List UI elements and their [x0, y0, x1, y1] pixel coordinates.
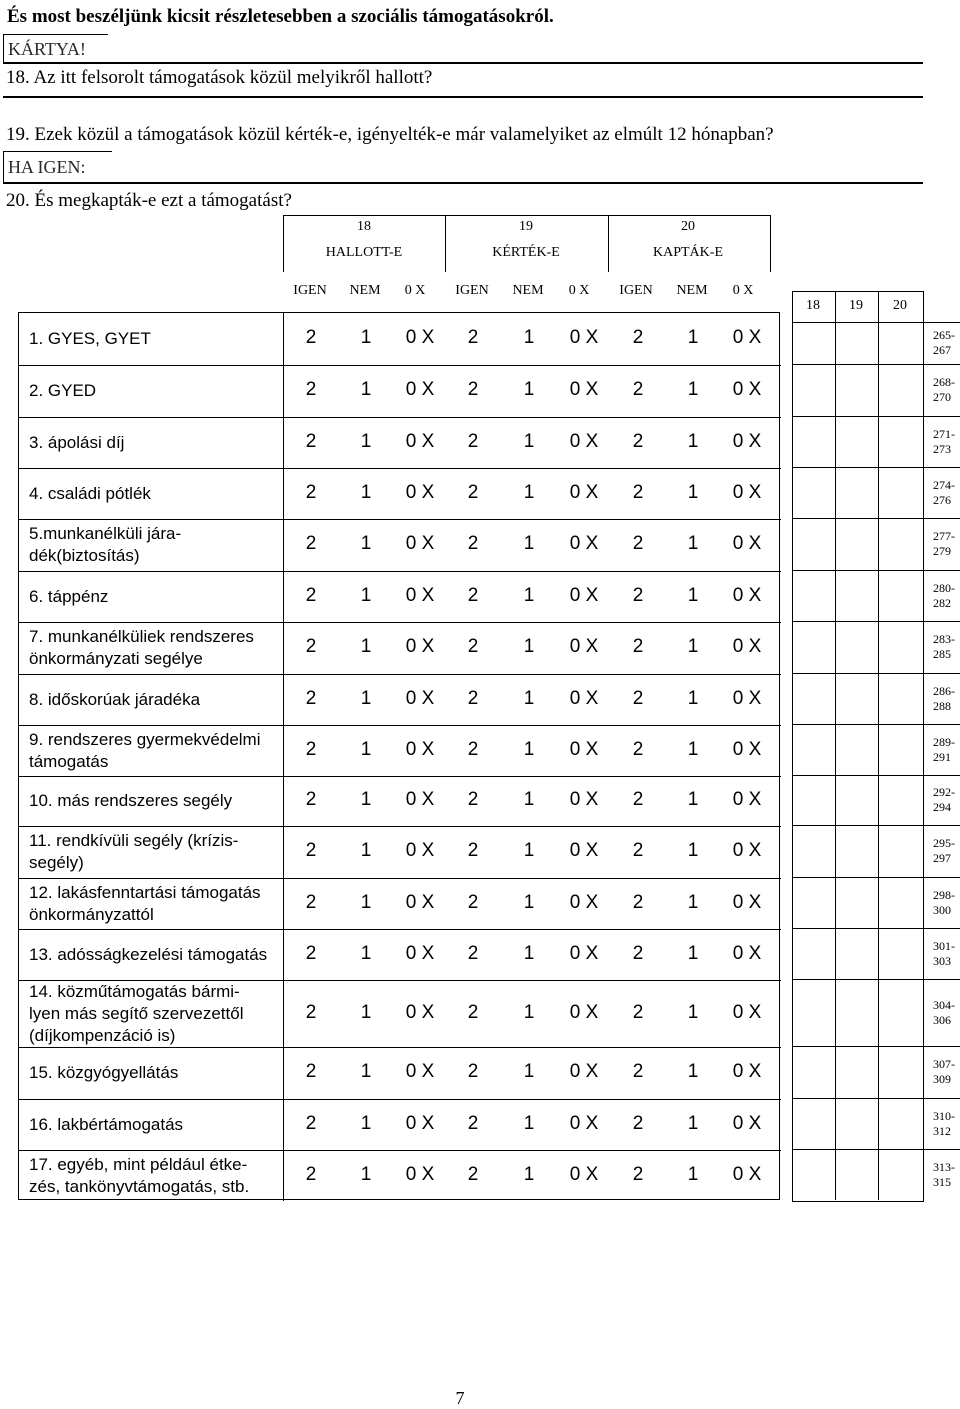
answer-subheader: IGEN: [619, 283, 653, 298]
answer-code[interactable]: 2: [467, 636, 479, 657]
answer-subheader: NEM: [676, 283, 708, 298]
coding-answer-cell[interactable]: [793, 674, 835, 724]
answer-code[interactable]: 1: [687, 1163, 699, 1185]
answer-code[interactable]: 2: [632, 789, 644, 810]
answer-code[interactable]: 0 X: [405, 584, 435, 606]
row-label: 11. rendkívüli segély (krízis- segély): [29, 831, 239, 872]
coding-answer-cell[interactable]: [879, 776, 922, 825]
answer-code[interactable]: 1: [687, 584, 699, 606]
coding-answer-cell[interactable]: [836, 365, 878, 416]
row-divider: [19, 776, 781, 777]
row-label: 5.munkanélküli jára- dék(biztosítás): [29, 524, 182, 565]
row-divider: [19, 622, 781, 623]
coding-answer-cell[interactable]: [836, 776, 878, 825]
answer-code[interactable]: 1: [687, 379, 699, 400]
variable-code: 301- 303: [933, 938, 955, 968]
intro-text: És most beszéljünk kicsit részletesebben a szociális támogatásokról.: [7, 6, 554, 27]
answer-code[interactable]: 1: [687, 430, 699, 452]
answer-code[interactable]: 0 X: [405, 1001, 435, 1023]
answer-code[interactable]: 1: [523, 1163, 535, 1185]
coding-answer-cell[interactable]: [836, 1047, 878, 1098]
answer-code[interactable]: 2: [305, 379, 317, 400]
answer-code[interactable]: 1: [687, 636, 699, 657]
answer-code[interactable]: 2: [467, 1112, 479, 1134]
coding-answer-cell[interactable]: [879, 468, 922, 518]
variable-code: 304- 306: [933, 997, 955, 1027]
ha-igen-label: HA IGEN:: [8, 157, 86, 177]
row-divider: [19, 417, 781, 418]
answer-code[interactable]: 0 X: [732, 327, 762, 348]
answer-code[interactable]: 2: [632, 1061, 644, 1082]
answer-code[interactable]: 2: [632, 891, 644, 913]
coding-answer-cell[interactable]: [836, 468, 878, 518]
answer-code[interactable]: 0 X: [405, 481, 435, 503]
answer-code[interactable]: 0 X: [732, 738, 762, 760]
coding-answer-cell[interactable]: [836, 1150, 878, 1200]
coding-answer-cell[interactable]: [879, 1150, 922, 1200]
coding-answer-cell[interactable]: [836, 571, 878, 621]
answer-code[interactable]: 0 X: [405, 840, 435, 861]
coding-answer-cell[interactable]: [879, 323, 922, 364]
row-divider: [19, 571, 781, 572]
answer-code[interactable]: 0 X: [405, 430, 435, 452]
coding-answer-cell[interactable]: [836, 929, 878, 979]
variable-code: 307- 309: [933, 1057, 955, 1086]
row-divider: [19, 1047, 781, 1048]
coding-answer-cell[interactable]: [793, 571, 835, 621]
coding-answer-cell[interactable]: [879, 826, 922, 877]
answer-subheader: NEM: [512, 283, 544, 298]
answer-code[interactable]: 2: [305, 1001, 317, 1023]
row-label: 12. lakásfenntartási támogatás önkormányzattól: [29, 882, 261, 924]
row-divider: [19, 468, 781, 469]
answer-code[interactable]: 2: [632, 840, 644, 861]
question-20: 20. És megkapták-e ezt a támogatást?: [6, 190, 292, 211]
answer-code[interactable]: 1: [360, 533, 372, 554]
coding-answer-cell[interactable]: [793, 826, 835, 877]
answer-code[interactable]: 0 X: [405, 1163, 435, 1185]
variable-code: 283- 285: [933, 632, 955, 661]
coding-answer-cell[interactable]: [879, 674, 922, 724]
answer-code[interactable]: 0 X: [569, 942, 599, 964]
answer-code[interactable]: 2: [467, 1001, 479, 1023]
answer-code[interactable]: 0 X: [732, 687, 762, 709]
variable-code: 289- 291: [933, 734, 955, 764]
answer-code[interactable]: 2: [467, 840, 479, 861]
row-label: 8. időskorúak járadéka: [29, 689, 201, 709]
row-label: 9. rendszeres gyermekvédelmi támogatás: [29, 729, 261, 771]
coding-answer-cell[interactable]: [879, 622, 922, 673]
answer-code[interactable]: 2: [632, 481, 644, 503]
answer-code[interactable]: 0 X: [569, 738, 599, 760]
coding-answer-cell[interactable]: [879, 519, 922, 570]
column-header-label: KÉRTÉK-E: [492, 245, 560, 260]
answer-code[interactable]: 2: [305, 481, 317, 503]
answer-code[interactable]: 0 X: [569, 1163, 599, 1185]
coding-answer-cell[interactable]: [836, 417, 878, 467]
coding-column-header: 20: [893, 298, 907, 313]
answer-code[interactable]: 1: [687, 687, 699, 709]
answer-code[interactable]: 1: [687, 533, 699, 554]
answer-code[interactable]: 2: [467, 327, 479, 348]
answer-code[interactable]: 1: [523, 430, 535, 452]
answer-code[interactable]: 2: [632, 379, 644, 400]
column-header-label: KAPTÁK-E: [653, 245, 723, 260]
answer-code[interactable]: 1: [360, 481, 372, 503]
row-label: 7. munkanélküliek rendszeres önkormányzati segélye: [29, 627, 254, 668]
answer-code[interactable]: 2: [467, 738, 479, 760]
answer-code[interactable]: 2: [305, 738, 317, 760]
answer-code[interactable]: 0 X: [569, 1112, 599, 1134]
page-number: 7: [455, 1388, 465, 1408]
coding-answer-cell[interactable]: [793, 776, 835, 825]
column-header-label: HALLOTT-E: [325, 245, 403, 260]
answer-code[interactable]: 1: [360, 379, 372, 400]
answer-code[interactable]: 1: [360, 584, 372, 606]
answer-code[interactable]: 2: [467, 584, 479, 606]
answer-code[interactable]: 0 X: [732, 1112, 762, 1134]
answer-code[interactable]: 2: [305, 584, 317, 606]
answer-code[interactable]: 0 X: [732, 379, 762, 400]
answer-code[interactable]: 0 X: [732, 942, 762, 964]
coding-answer-cell[interactable]: [879, 929, 922, 979]
coding-answer-cell[interactable]: [793, 1099, 835, 1149]
answer-code[interactable]: 0 X: [405, 789, 435, 810]
row-label: 14. közműtámogatás bármi- lyen más segítő szervezettől (díjkompenzáció is): [29, 981, 244, 1045]
answer-code[interactable]: 1: [523, 942, 535, 964]
answer-code[interactable]: 0 X: [732, 584, 762, 606]
coding-answer-cell[interactable]: [879, 417, 922, 467]
answer-code[interactable]: 0 X: [405, 1112, 435, 1134]
answer-code[interactable]: 1: [523, 327, 535, 348]
row-label: 1. GYES, GYET: [29, 329, 151, 348]
answer-code[interactable]: 0 X: [732, 636, 762, 657]
row-label: 10. más rendszeres segély: [29, 791, 233, 810]
variable-code: 310- 312: [933, 1108, 955, 1138]
answer-code[interactable]: 1: [687, 1061, 699, 1082]
answer-code[interactable]: 1: [523, 687, 535, 709]
answer-code[interactable]: 0 X: [569, 481, 599, 503]
answer-code[interactable]: 2: [305, 1112, 317, 1134]
row-label: 17. egyéb, mint például étke- zés, tankönyvtámogatás, stb.: [29, 1154, 250, 1196]
answer-code[interactable]: 0 X: [405, 687, 435, 709]
row-label: 4. családi pótlék: [29, 483, 151, 503]
answer-code[interactable]: 0 X: [732, 533, 762, 554]
answer-code[interactable]: 1: [687, 1112, 699, 1134]
row-divider: [19, 929, 781, 930]
coding-answer-cell[interactable]: [836, 323, 878, 364]
answer-code[interactable]: 1: [687, 327, 699, 348]
row-divider: [19, 826, 781, 827]
row-label: 15. közgyógyellátás: [29, 1063, 179, 1082]
answer-code[interactable]: 2: [632, 1001, 644, 1023]
question-18: 18. Az itt felsorolt támogatások közül melyikről hallott?: [6, 67, 433, 88]
row-divider: [19, 878, 781, 879]
coding-answer-cell[interactable]: [879, 1047, 922, 1098]
answer-code[interactable]: 1: [687, 840, 699, 861]
answer-code[interactable]: 0 X: [732, 891, 762, 913]
answer-subheader: NEM: [349, 283, 381, 298]
answer-code[interactable]: 1: [523, 533, 535, 554]
answer-code[interactable]: 1: [523, 891, 535, 913]
kartya-label: KÁRTYA!: [8, 39, 86, 59]
coding-answer-cell[interactable]: [793, 1047, 835, 1098]
kartya-instruction-box: [3, 34, 108, 64]
answer-code[interactable]: 0 X: [405, 636, 435, 657]
answer-code[interactable]: 2: [305, 430, 317, 452]
answer-code[interactable]: 2: [305, 891, 317, 913]
answer-code[interactable]: 2: [305, 789, 317, 810]
answer-code[interactable]: 0 X: [732, 789, 762, 810]
coding-answer-cell[interactable]: [879, 571, 922, 621]
coding-answer-cell[interactable]: [793, 878, 835, 928]
answer-subheader: 0 X: [568, 283, 590, 298]
row-divider: [19, 1150, 781, 1151]
answer-code[interactable]: 2: [305, 636, 317, 657]
variable-code: 265- 267: [933, 328, 955, 357]
answer-code[interactable]: 0 X: [732, 840, 762, 861]
answer-code[interactable]: 0 X: [569, 533, 599, 554]
row-label: 2. GYED: [29, 381, 97, 400]
column-header-number: 20: [681, 219, 695, 234]
variable-code: 292- 294: [933, 785, 955, 814]
answer-code[interactable]: 1: [360, 430, 372, 452]
answer-code[interactable]: 1: [360, 636, 372, 657]
answer-code[interactable]: 2: [632, 533, 644, 554]
coding-column-header: 18: [806, 298, 820, 313]
answer-code[interactable]: 2: [632, 1163, 644, 1185]
answer-code[interactable]: 1: [687, 481, 699, 503]
answer-code[interactable]: 1: [687, 942, 699, 964]
answer-code[interactable]: 1: [360, 327, 372, 348]
variable-code: 280- 282: [933, 580, 955, 610]
answer-code[interactable]: 1: [687, 1001, 699, 1023]
answer-code[interactable]: 1: [687, 738, 699, 760]
answer-code[interactable]: 2: [632, 636, 644, 657]
answer-code[interactable]: 0 X: [569, 840, 599, 861]
coding-answer-cell[interactable]: [836, 674, 878, 724]
variable-code: 268- 270: [933, 375, 955, 404]
answer-code[interactable]: 0 X: [732, 1061, 762, 1082]
answer-code[interactable]: 2: [632, 687, 644, 709]
answer-code[interactable]: 2: [632, 1112, 644, 1134]
answer-code[interactable]: 0 X: [569, 379, 599, 400]
coding-column-header: 19: [849, 298, 863, 313]
answer-code[interactable]: 1: [523, 379, 535, 400]
answer-code[interactable]: 0 X: [405, 942, 435, 964]
coding-answer-cell[interactable]: [793, 417, 835, 467]
answer-code[interactable]: 0 X: [569, 327, 599, 348]
answer-code[interactable]: 2: [632, 430, 644, 452]
answer-code[interactable]: 0 X: [732, 430, 762, 452]
variable-code: 313- 315: [933, 1159, 955, 1189]
variable-code: 277- 279: [933, 529, 955, 558]
answer-code[interactable]: 2: [467, 481, 479, 503]
coding-answer-cell[interactable]: [879, 725, 922, 775]
row-divider: [19, 365, 781, 366]
answer-code[interactable]: 1: [360, 840, 372, 861]
answer-code[interactable]: 1: [360, 789, 372, 810]
coding-answer-cell[interactable]: [836, 826, 878, 877]
answer-code[interactable]: 2: [632, 584, 644, 606]
answer-code[interactable]: 2: [305, 1061, 317, 1082]
answer-code[interactable]: 0 X: [732, 481, 762, 503]
answer-code[interactable]: 2: [305, 533, 317, 554]
answer-code[interactable]: 0 X: [405, 327, 435, 348]
answer-subheader: 0 X: [404, 283, 426, 298]
answer-code[interactable]: 1: [360, 1163, 372, 1185]
answer-code[interactable]: 0 X: [569, 1001, 599, 1023]
answer-code[interactable]: 0 X: [405, 1061, 435, 1082]
answer-code[interactable]: 1: [523, 481, 535, 503]
answer-code[interactable]: 1: [687, 891, 699, 913]
support-answer-table: [18, 312, 780, 1200]
column-header-number: 19: [519, 219, 533, 234]
coding-answer-cell[interactable]: [836, 980, 878, 1046]
coding-answer-cell[interactable]: [793, 980, 835, 1046]
answer-code[interactable]: 2: [305, 942, 317, 964]
answer-code[interactable]: 0 X: [732, 1001, 762, 1023]
coding-answer-cell[interactable]: [879, 1099, 922, 1149]
answer-code[interactable]: 2: [467, 891, 479, 913]
row-label: 16. lakbértámogatás: [29, 1114, 184, 1134]
label-column-divider: [283, 313, 284, 1201]
column-header-number: 18: [357, 219, 371, 234]
row-label: 13. adósságkezelési támogatás: [29, 944, 268, 964]
coding-answer-cell[interactable]: [836, 725, 878, 775]
answer-code[interactable]: 1: [523, 1001, 535, 1023]
row-label: 6. táppénz: [29, 586, 109, 606]
answer-code[interactable]: 2: [305, 327, 317, 348]
row-divider: [19, 725, 781, 726]
row-label: 3. ápolási díj: [29, 432, 125, 452]
answer-code[interactable]: 2: [467, 942, 479, 964]
answer-code[interactable]: 0 X: [569, 636, 599, 657]
coding-answer-cell[interactable]: [836, 878, 878, 928]
answer-code[interactable]: 1: [523, 738, 535, 760]
answer-code[interactable]: 1: [687, 789, 699, 810]
ha-igen-instruction-box: [3, 151, 112, 183]
answer-code[interactable]: 0 X: [569, 584, 599, 606]
coding-answer-cell[interactable]: [879, 980, 922, 1046]
answer-code[interactable]: 1: [360, 1061, 372, 1082]
answer-code[interactable]: 2: [632, 942, 644, 964]
answer-code[interactable]: 1: [360, 687, 372, 709]
answer-code[interactable]: 0 X: [405, 379, 435, 400]
answer-code[interactable]: 0 X: [569, 687, 599, 709]
answer-code[interactable]: 2: [305, 840, 317, 861]
row-divider: [19, 1099, 781, 1100]
answer-code[interactable]: 0 X: [569, 430, 599, 452]
answer-code[interactable]: 2: [467, 789, 479, 810]
answer-code[interactable]: 2: [632, 327, 644, 348]
coding-answer-cell[interactable]: [793, 468, 835, 518]
coding-answer-cell[interactable]: [793, 323, 835, 364]
divider: [3, 62, 923, 64]
answer-code[interactable]: 2: [467, 379, 479, 400]
divider: [3, 182, 923, 184]
answer-code[interactable]: 2: [467, 430, 479, 452]
row-divider: [19, 519, 781, 520]
answer-code[interactable]: 0 X: [569, 1061, 599, 1082]
answer-code[interactable]: 2: [467, 1061, 479, 1082]
answer-code[interactable]: 1: [360, 1001, 372, 1023]
answer-code[interactable]: 0 X: [569, 891, 599, 913]
answer-code[interactable]: 1: [523, 1112, 535, 1134]
variable-code: 274- 276: [933, 477, 955, 507]
answer-code[interactable]: 0 X: [405, 533, 435, 554]
answer-code[interactable]: 0 X: [405, 891, 435, 913]
answer-code[interactable]: 1: [360, 891, 372, 913]
answer-code[interactable]: 2: [305, 1163, 317, 1185]
coding-answer-cell[interactable]: [879, 365, 922, 416]
answer-code[interactable]: 2: [467, 533, 479, 554]
coding-answer-cell[interactable]: [836, 622, 878, 673]
coding-answer-cell[interactable]: [836, 519, 878, 570]
coding-answer-cell[interactable]: [793, 1150, 835, 1200]
variable-code: 295- 297: [933, 836, 955, 865]
answer-code[interactable]: 1: [360, 738, 372, 760]
answer-code[interactable]: 1: [360, 1112, 372, 1134]
answer-subheader: IGEN: [293, 283, 327, 298]
divider: [3, 96, 923, 98]
coding-answer-cell[interactable]: [836, 1099, 878, 1149]
answer-code[interactable]: 1: [523, 840, 535, 861]
question-19: 19. Ezek közül a támogatások közül kérték-e, igényelték-e már valamelyiket az elmúlt 12 hónapban?: [6, 124, 774, 145]
variable-code: 298- 300: [933, 887, 955, 917]
coding-answer-cell[interactable]: [793, 365, 835, 416]
answer-code[interactable]: 1: [523, 789, 535, 810]
variable-code: 286- 288: [933, 683, 955, 713]
variable-code: 271- 273: [933, 426, 955, 456]
coding-answer-cell[interactable]: [879, 878, 922, 928]
answer-code[interactable]: 1: [523, 636, 535, 657]
answer-code[interactable]: 2: [467, 687, 479, 709]
answer-subheader: IGEN: [455, 283, 489, 298]
coding-answer-cell[interactable]: [793, 725, 835, 775]
answer-code[interactable]: 1: [523, 584, 535, 606]
row-divider: [19, 674, 781, 675]
coding-answer-cell[interactable]: [793, 519, 835, 570]
answer-code[interactable]: 2: [305, 687, 317, 709]
answer-code[interactable]: 0 X: [732, 1163, 762, 1185]
answer-code[interactable]: 0 X: [405, 738, 435, 760]
answer-code[interactable]: 2: [632, 738, 644, 760]
answer-code[interactable]: 2: [467, 1163, 479, 1185]
coding-answer-cell[interactable]: [793, 929, 835, 979]
answer-code[interactable]: 0 X: [569, 789, 599, 810]
answer-code[interactable]: 1: [523, 1061, 535, 1082]
answer-code[interactable]: 1: [360, 942, 372, 964]
coding-answer-cell[interactable]: [793, 622, 835, 673]
answer-subheader: 0 X: [732, 283, 754, 298]
